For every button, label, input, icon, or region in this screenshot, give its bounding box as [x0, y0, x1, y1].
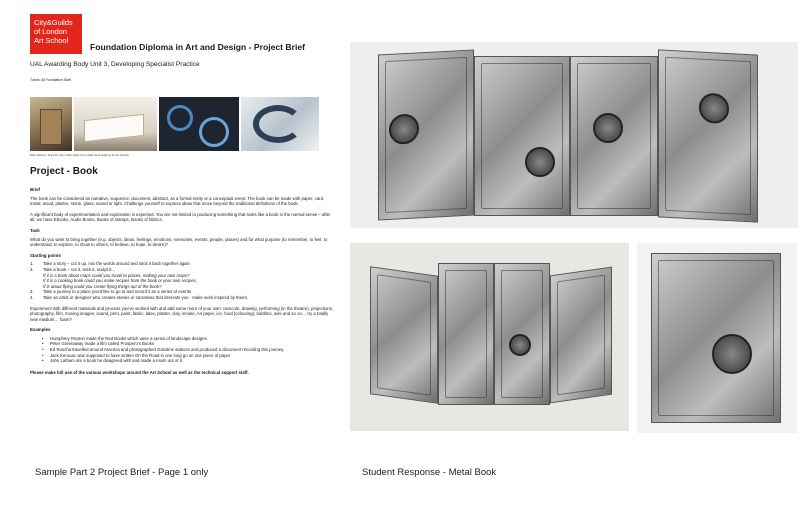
metal-page [550, 267, 612, 404]
brief-paragraph: A significant body of experimentation and exploration is expected. You are not limited to producing something that looks like a book in the normal sense – after all, we have Ebooks, Audio Books, Books of stamps, Books of fabrics. [30, 211, 331, 223]
examples-list [30, 336, 335, 364]
starting-points-list [30, 261, 335, 300]
metal-page [474, 56, 570, 216]
metal-page [494, 263, 550, 405]
metal-book-photo-cover [637, 243, 797, 433]
logo-line: Art School [34, 36, 69, 45]
city-guilds-logo [30, 14, 82, 54]
list-item: • Humphrey Repton made the Red Books which were a series of landscape designs. [42, 336, 335, 342]
metal-book-photo-open [350, 42, 798, 228]
list-item: If is about flying could you create flying things out of the book? [43, 283, 162, 289]
logo-line: of London [34, 27, 67, 36]
brief-heading: Brief [30, 187, 41, 192]
list-item: 1. Take a story – cut it up, mix the words around and stick it back together again [30, 261, 190, 267]
experiment-paragraph: Experiment with different materials and process you've worked with and add some more of your own: carecole, drawing, performing (in the theatre), projections, photography, film, moving images, sound, print, paint, fabric, latex, plaster, clay, smoke, A4 paper, ice, food (colouring), bubbles, wire and so on… try a totally new medium… foam? [30, 305, 334, 322]
list-item: • Jack Kerouac was supposed to have written On the Road in one long go on one piece of paper [42, 353, 335, 359]
project-title: Project - Book [30, 166, 98, 177]
list-item: 2. Take a book – cut it, stick it, sculpt it… [30, 266, 116, 272]
document-subtitle: UAL Awarding Body Unit 3, Developing Specialist Practice [30, 61, 200, 68]
project-brief-page [0, 0, 348, 470]
metal-page [438, 263, 494, 405]
list-item: • Peter Greenaway made a film called Prospero's Books [42, 341, 335, 347]
list-item: • Ed Ruscha travelled around America and photographed Gasoline stations and produced a document recording this journey. [42, 347, 335, 353]
metal-cover [651, 253, 781, 423]
list-item: • John Latham ate a book he disagreed with and made a mush out of it. [42, 358, 335, 364]
examples-heading: Examples [30, 327, 51, 333]
task-paragraph: What do you want to bring together (e.g. objects, ideas, feelings, emotions, memories, events, people, places) and for what purpose (to remember, to feel, to understand, to explore, to show to others, to believe, to hope, to desire)? [30, 236, 328, 248]
metal-book-photo-standing [350, 243, 629, 431]
right-caption: Student Response - Metal Book [362, 467, 497, 478]
list-item: If it is a book about maps could you travel to places, making your own maps? [43, 272, 190, 278]
thumbnail-image [159, 97, 239, 151]
left-caption: Sample Part 2 Project Brief - Page 1 only [35, 467, 209, 478]
reference-thumbnails [30, 97, 319, 151]
starting-points-heading: Starting points [30, 252, 61, 258]
task-heading: Task [30, 227, 40, 233]
brief-body [30, 183, 335, 380]
metal-page [370, 266, 438, 404]
thumbnail-image [241, 97, 319, 151]
metal-page [570, 56, 658, 216]
metal-page [658, 49, 758, 222]
thumbnail-image [30, 97, 72, 151]
list-item: 3. Take a journey to a place you'd like to go to and record it as a series of events [30, 289, 191, 295]
logo-line: City&Guilds [34, 18, 73, 27]
tutors-line: Tutors: All Foundation Staff [30, 78, 71, 82]
brief-paragraph: The book can be considered as narrative, sequence, document, abstract, as a formal entity or a conceptual event. The book can be made with paper, card, metal, wood, plaster, stone, glass, sound or light. Challenge yourself to express ideas that move beyond the traditional definitions of the book. [30, 195, 325, 207]
closing-note: Please make full use of the various workshops around the Art School as well as the technical support staff. [30, 369, 249, 375]
document-title: Foundation Diploma in Art and Design - Project Brief [90, 42, 306, 52]
list-item: 4. Take an artist or designer who creates stories or narratives that interests you - make work inspired by theirs. [30, 294, 248, 300]
thumbnail-caption: Brian Dettmer, Tanya M. Harry Clark, Adam Kent (Adam Kent taught at the Art School) [30, 154, 129, 157]
metal-page [378, 49, 474, 220]
thumbnail-image [74, 97, 157, 151]
list-item: If it is a cooking book could you make recipes from the book or your own recipes, [43, 278, 197, 284]
